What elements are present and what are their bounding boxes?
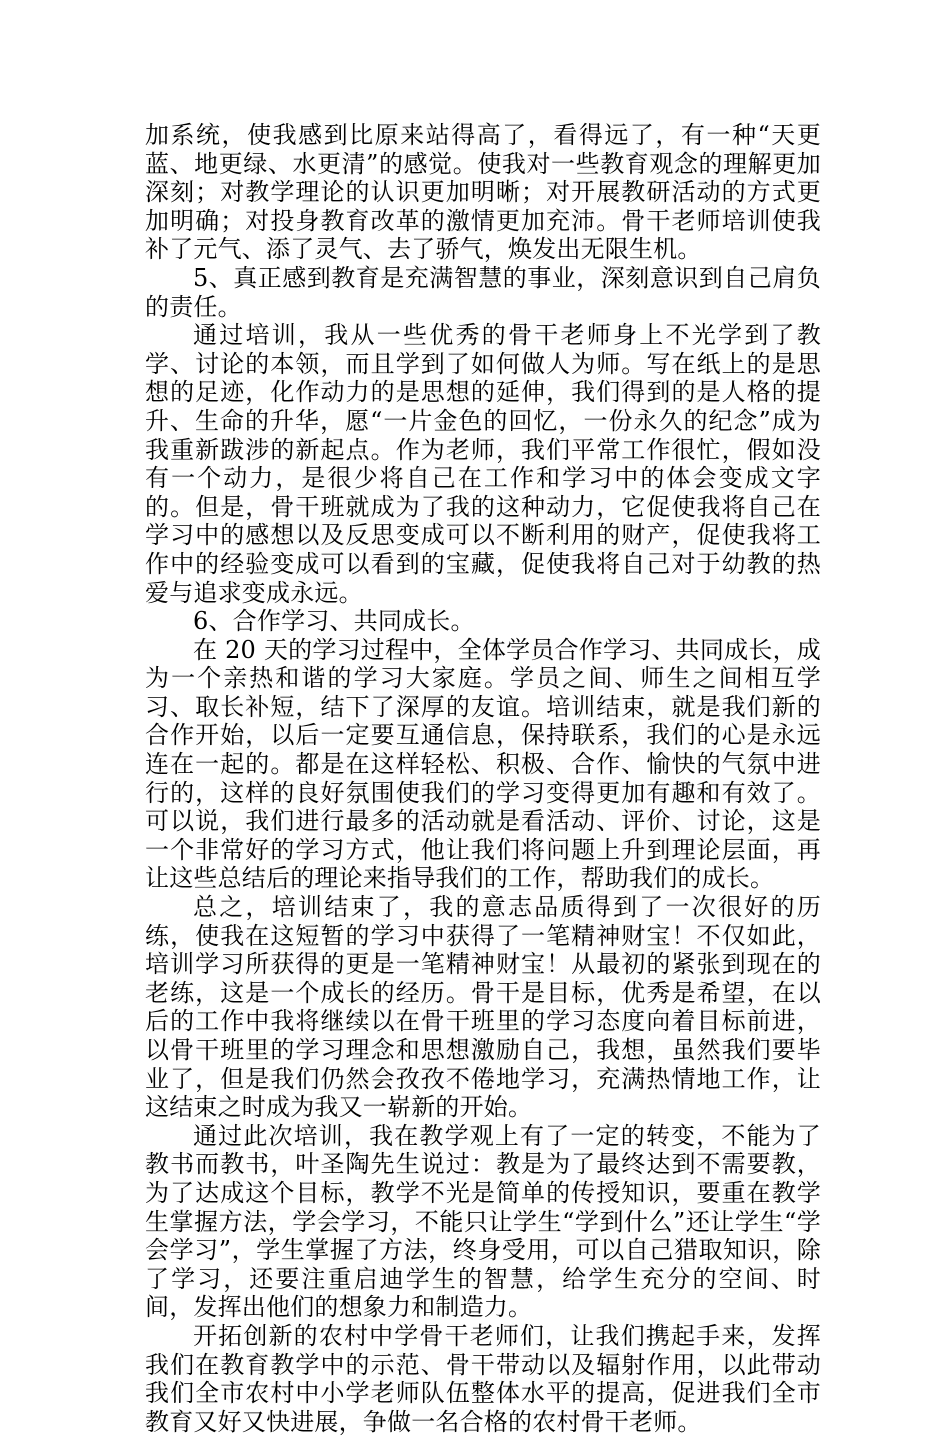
paragraph-summary: 总之，培训结束了，我的意志品质得到了一次很好的历练，使我在这短暂的学习中获得了一笔精神财宝！不仅如此，培训学习所获得的更是一笔精神财宝！从最初的紧张到现在的老练，这是一个成长的经历。骨干是目标，优秀是希望，在以后的工作中我将继续以在骨干班里的学习态度向着目标前进，以骨干班里的学习理念和思想激励自己，我想，虽然我们要毕业了，但是我们仍然会孜孜不倦地学习，充满热情地工作，让这结束之时成为我又一崭新的开始。 [145, 893, 821, 1122]
paragraph-training-reflection: 通过培训，我从一些优秀的骨干老师身上不光学到了教学、讨论的本领，而且学到了如何做人为师。写在纸上的是思想的足迹，化作动力的是思想的延伸，我们得到的是人格的提升、生命的升华，愿“一片金色的回忆，一份永久的纪念”成为我重新跋涉的新起点。作为老师，我们平常工作很忙，假如没有一个动力，是很少将自己在工作和学习中的体会变成文字的。但是，骨干班就成为了我的这种动力，它促使我将自己在学习中的感想以及反思变成可以不断利用的财产，促使我将工作中的经验变成可以看到的宝藏，促使我将自己对于幼教的热爱与追求变成永远。 [145, 321, 821, 607]
paragraph-cooperative-learning: 在 20 天的学习过程中，全体学员合作学习、共同成长，成为一个亲热和谐的学习大家庭。学员之间、师生之间相互学习、取长补短，结下了深厚的友谊。培训结束，就是我们新的合作开始，以后一定要互通信息，保持联系，我们的心是永远连在一起的。都是在这样轻松、积极、合作、愉快的气氛中进行的，这样的良好氛围使我们的学习变得更加有趣和有效了。可以说，我们进行最多的活动就是看活动、评价、讨论，这是一个非常好的学习方式，他让我们将问题上升到理论层面，再让这些总结后的理论来指导我们的工作，帮助我们的成长。 [145, 635, 821, 893]
paragraph-teaching-view: 通过此次培训，我在教学观上有了一定的转变，不能为了教书而教书，叶圣陶先生说过：教是为了最终达到不需要教，为了达成这个目标，教学不光是简单的传授知识，要重在教学生掌握方法，学会学习，不能只让学生“学到什么”还让学生“学会学习”，学生掌握了方法，终身受用，可以自己猎取知识，除了学习，还要注重启迪学生的智慧，给学生充分的空间、时间，发挥出他们的想象力和制造力。 [145, 1121, 821, 1322]
document-body [145, 121, 821, 1436]
paragraph-closing: 开拓创新的农村中学骨干老师们，让我们携起手来，发挥我们在教育教学中的示范、骨干带动以及辐射作用，以此带动我们全市农村中小学老师队伍整体水平的提高，促进我们全市教育又好又快进展，争做一名合格的农村骨干老师。 [145, 1321, 821, 1436]
paragraph-point-5: 5、真正感到教育是充满智慧的事业，深刻意识到自己肩负的责任。 [145, 263, 821, 321]
paragraph-continuation: 加系统，使我感到比原来站得高了，看得远了，有一种“天更蓝、地更绿、水更清”的感觉。使我对一些教育观念的理解更加深刻；对教学理论的认识更加明晰；对开展教研活动的方式更加明确；对投身教育改革的激情更加充沛。骨干老师培训使我补了元气、添了灵气、去了骄气，焕发出无限生机。 [145, 121, 821, 264]
paragraph-point-6: 6、合作学习、共同成长。 [193, 607, 475, 636]
